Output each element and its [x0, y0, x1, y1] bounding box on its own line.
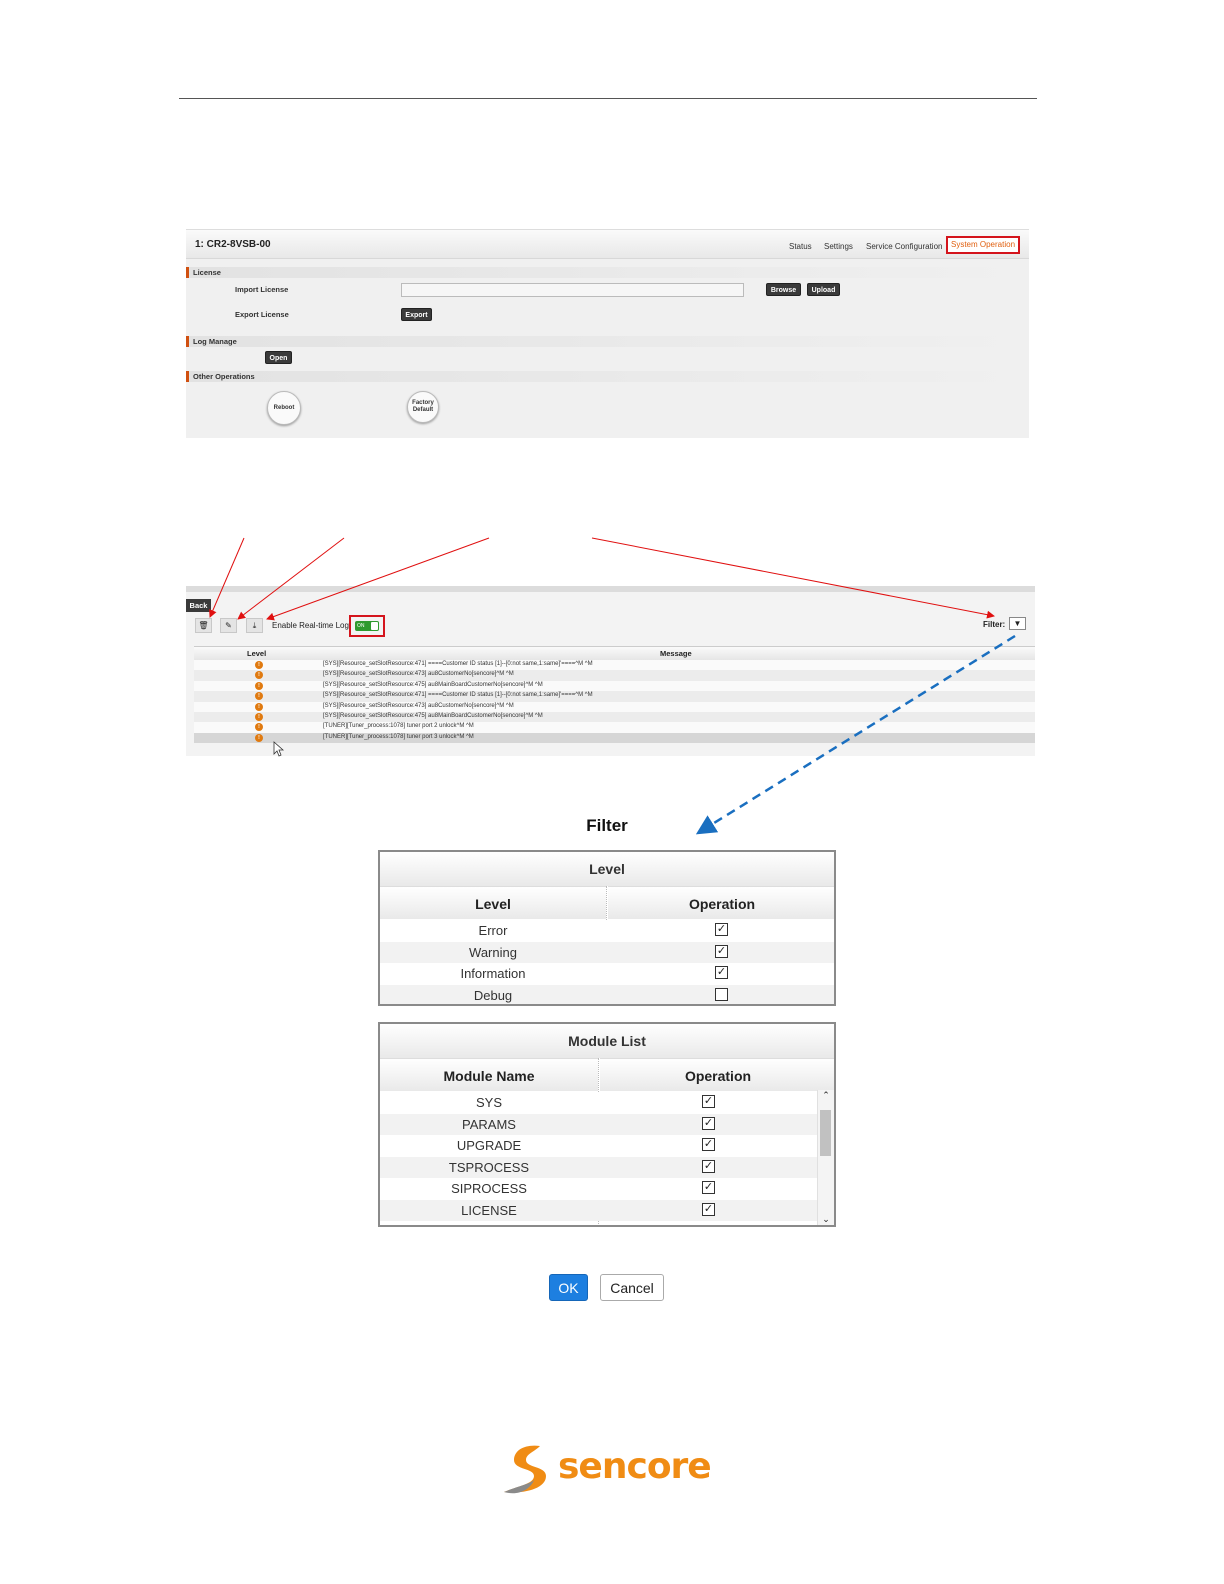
module-row-checkbox[interactable]: ✓: [703, 1138, 714, 1150]
nav-settings[interactable]: Settings: [824, 242, 853, 251]
module-row: [380, 1178, 834, 1200]
section-license-label: License: [193, 268, 221, 277]
scroll-down-icon[interactable]: ⌄: [822, 1214, 830, 1224]
module-row-checkbox[interactable]: ✓: [703, 1202, 714, 1215]
realtime-toggle-highlight: [349, 615, 385, 637]
sencore-s-mark-icon: [500, 1440, 560, 1500]
module-col-operation: Operation: [600, 1058, 836, 1091]
nav-service-configuration[interactable]: Service Configuration: [866, 242, 943, 251]
system-operation-panel: [186, 229, 1029, 438]
eraser-icon: ✎: [225, 621, 232, 630]
log-panel: [186, 586, 1035, 756]
module-col-name: Module Name: [380, 1058, 598, 1091]
open-log-button[interactable]: Open: [265, 351, 292, 364]
factory-default-button[interactable]: Factory Default: [407, 391, 439, 423]
level-row-name: Error: [478, 923, 508, 938]
module-row-checkbox[interactable]: ✓: [703, 1116, 714, 1129]
upload-button[interactable]: Upload: [807, 283, 840, 296]
module-row-checkbox[interactable]: ✓: [703, 1095, 714, 1107]
nav-status[interactable]: Status: [789, 242, 812, 251]
level-table-caption: Level: [380, 852, 834, 886]
ok-button[interactable]: OK: [549, 1274, 588, 1301]
log-row[interactable]: [194, 681, 1035, 691]
level-table: [378, 850, 836, 1006]
warning-level-icon: !: [255, 692, 263, 700]
log-message: [SYS][Resource_setSlotResource:475] au8MainBoardCustomerNo[sencore]^M ^M: [323, 681, 543, 688]
module-row-name: LICENSE: [461, 1202, 517, 1218]
module-list-scrollbar[interactable]: [817, 1090, 834, 1225]
section-license: [186, 267, 1029, 278]
license-file-input[interactable]: [401, 283, 744, 297]
log-table-header: [194, 646, 1035, 661]
import-license-label: Import License: [235, 285, 289, 294]
section-bar: [186, 336, 189, 347]
module-row-name: UPGRADE: [456, 1138, 522, 1153]
realtime-log-label: Enable Real-time Log: [272, 621, 349, 630]
module-row-name: PARAMS: [462, 1116, 516, 1132]
page-divider: [179, 98, 1037, 99]
section-log-manage-label: Log Manage: [193, 337, 237, 346]
section-bar: [186, 267, 189, 278]
device-title: 1: CR2-8VSB-00: [195, 239, 271, 250]
level-row: [380, 920, 834, 942]
back-button[interactable]: Back: [186, 599, 211, 612]
warning-level-icon: !: [255, 703, 263, 711]
module-row-name: SYS: [475, 1095, 502, 1110]
module-row-checkbox[interactable]: ✓: [703, 1159, 714, 1172]
sencore-wordmark: sencore: [558, 1446, 711, 1487]
export-button[interactable]: Export: [401, 308, 432, 321]
browse-button[interactable]: Browse: [766, 283, 801, 296]
delete-log-button[interactable]: [195, 618, 212, 633]
level-row-checkbox[interactable]: ✓: [716, 944, 727, 957]
download-icon: ⤓: [252, 621, 257, 630]
level-row-checkbox[interactable]: ✓: [716, 966, 727, 978]
reboot-button[interactable]: Reboot: [267, 391, 301, 425]
col-message: Message: [660, 649, 692, 658]
section-bar: [186, 371, 189, 382]
warning-level-icon: !: [255, 661, 263, 669]
log-row[interactable]: [194, 712, 1035, 722]
nav-system-operation[interactable]: System Operation: [946, 236, 1020, 254]
scroll-up-icon[interactable]: ⌃: [822, 1090, 830, 1100]
warning-level-icon: !: [255, 671, 263, 679]
level-col-operation: Operation: [608, 886, 836, 919]
log-row[interactable]: [194, 691, 1035, 701]
warning-level-icon: !: [255, 734, 263, 742]
log-message: [SYS][Resource_setSlotResource:473] au8CustomerNo[sencore]^M ^M: [323, 702, 514, 709]
realtime-log-toggle[interactable]: ON: [355, 621, 379, 631]
module-row: [380, 1135, 834, 1157]
module-row: [380, 1092, 834, 1114]
filter-button[interactable]: [1009, 617, 1026, 630]
level-row: [380, 942, 834, 964]
trash-icon: 🗑: [198, 621, 209, 630]
panel-header: [186, 230, 1029, 259]
scroll-thumb[interactable]: [820, 1110, 831, 1156]
funnel-icon: ▼: [1013, 619, 1022, 628]
level-row-name: Debug: [473, 987, 513, 1003]
level-row-name: Warning: [469, 944, 517, 960]
log-message: [TUNER][Tuner_process:1078] tuner port 3 unlock^M ^M: [323, 733, 474, 740]
section-other-operations: [186, 371, 1029, 382]
module-row-name: SIPROCESS: [451, 1181, 527, 1196]
log-row[interactable]: [194, 702, 1035, 712]
log-row[interactable]: [194, 733, 1035, 743]
level-row-name: Information: [460, 966, 526, 981]
log-row[interactable]: [194, 722, 1035, 732]
filter-label: Filter:: [983, 620, 1006, 629]
filter-title: Filter: [586, 816, 628, 835]
warning-level-icon: !: [255, 723, 263, 731]
log-message: [TUNER][Tuner_process:1078] tuner port 2 unlock^M ^M: [323, 723, 474, 730]
module-list-table: [378, 1022, 836, 1227]
module-row: [380, 1114, 834, 1136]
log-message: [SYS][Resource_setSlotResource:471] ====Customer ID status [1]--[0:not same,1:same]'====^M ^M: [323, 692, 593, 699]
level-row: [380, 985, 834, 1007]
module-row: [380, 1200, 834, 1222]
level-row-checkbox[interactable]: ✓: [716, 923, 727, 935]
log-row[interactable]: [194, 670, 1035, 680]
section-log-manage: [186, 336, 1029, 347]
top-strip: [186, 586, 1035, 592]
warning-level-icon: !: [255, 682, 263, 690]
clear-log-button[interactable]: [220, 618, 237, 633]
module-table-caption: Module List: [380, 1024, 834, 1058]
log-message: [SYS][Resource_setSlotResource:471] ====Customer ID status [1]--[0:not same,1:same]'====^M ^M: [323, 661, 593, 667]
log-message: [SYS][Resource_setSlotResource:473] au8CustomerNo[sencore]^M ^M: [323, 671, 514, 678]
warning-level-icon: !: [255, 713, 263, 721]
export-license-label: Export License: [235, 310, 289, 319]
level-col-name: Level: [380, 886, 606, 919]
module-row-checkbox[interactable]: ✓: [703, 1181, 714, 1193]
level-row: [380, 963, 834, 985]
module-row: [380, 1157, 834, 1179]
log-row[interactable]: [194, 660, 1035, 670]
log-message: [SYS][Resource_setSlotResource:475] au8MainBoardCustomerNo[sencore]^M ^M: [323, 713, 543, 719]
cancel-button[interactable]: Cancel: [600, 1274, 664, 1301]
download-log-button[interactable]: [246, 618, 263, 633]
col-level: Level: [247, 649, 267, 658]
level-row-checkbox[interactable]: [715, 988, 728, 1001]
module-row-name: TSPROCESS: [448, 1159, 530, 1175]
section-other-operations-label: Other Operations: [193, 372, 255, 381]
sencore-logo: [500, 1440, 720, 1500]
